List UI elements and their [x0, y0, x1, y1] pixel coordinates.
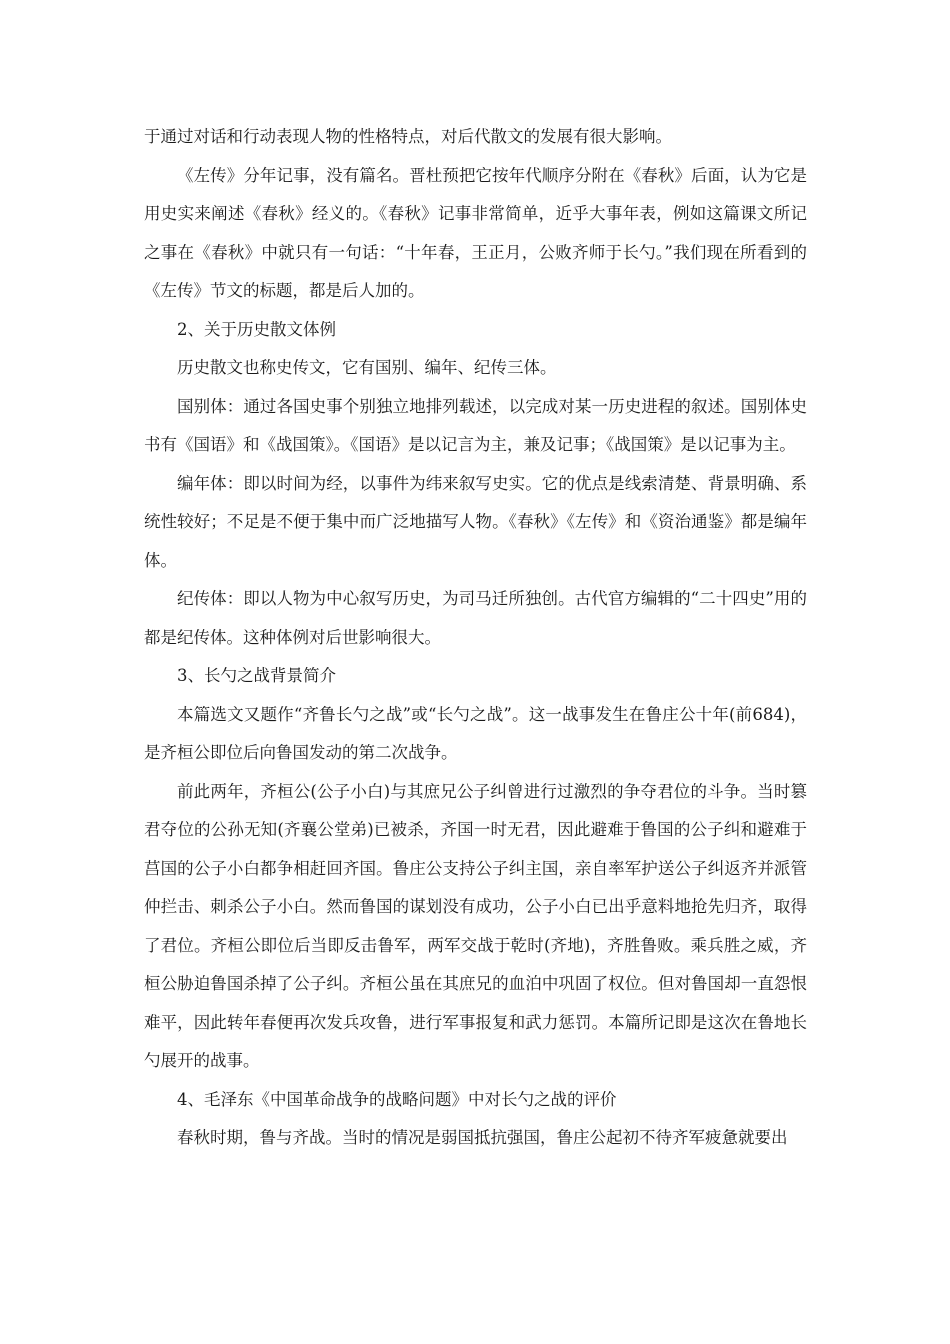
paragraph-three-styles: 历史散文也称史传文，它有国别、编年、纪传三体。: [177, 358, 557, 377]
paragraph-guobie: 国别体：通过各国史事个别独立地排列载述，以完成对某一历史进程的叙述。国别体史书有《国语》和《战国策》。《国语》是以记言为主，兼及记事；《战国策》是以记事为主。: [144, 396, 807, 454]
paragraph-biannian: 编年体：即以时间为经，以事件为纬来叙写史实。它的优点是线索清楚、背景明确、系统性较好；不足是不便于集中而广泛地描写人物。《春秋》《左传》和《资治通鉴》都是编年体。: [144, 473, 807, 570]
paragraph-battle-intro: 本篇选文又题作“齐鲁长勺之战”或“长勺之战”。这一战事发生在鲁庄公十年(前684)，是齐桓公即位后向鲁国发动的第二次战争。: [144, 704, 807, 762]
section-heading-2: 2、关于历史散文体例: [177, 319, 336, 339]
section-heading-3: 3、长勺之战背景简介: [177, 666, 336, 685]
paragraph-jizhuan: 纪传体：即以人物为中心叙写历史，为司马迁所独创。古代官方编辑的“二十四史”用的都是纪传体。这种体例对后世影响很大。: [144, 589, 807, 647]
paragraph-battle-background: 前此两年，齐桓公(公子小白)与其庶兄公子纠曾进行过激烈的争夺君位的斗争。当时篡君夺位的公孙无知(齐襄公堂弟)已被杀，齐国一时无君，因此避难于鲁国的公子纠和避难于莒国的公子小白都争相赶回齐国。鲁庄公支持公子纠主国，亲自率军护送公子纠返齐并派管仲拦击、刺杀公子小白。然而鲁国的谋划没有成功，公子小白已出乎意料地抢先归齐，取得了君位。齐桓公即位后当即反击鲁军，两军交战于乾时(齐地)，齐胜鲁败。乘兵胜之威，齐桓公胁迫鲁国杀掉了公子纠。齐桓公虽在其庶兄的血泊中巩固了权位。但对鲁国却一直怨恨难平，因此转年春便再次发兵攻鲁，进行军事报复和武力惩罚。本篇所记即是这次在鲁地长勺展开的战事。: [144, 781, 807, 1070]
paragraph-zuozhuan-intro: 《左传》分年记事，没有篇名。晋杜预把它按年代顺序分附在《春秋》后面，认为它是用史实来阐述《春秋》经义的。《春秋》记事非常简单，近乎大事年表，例如这篇课文所记之事在《春秋》中就只有一句话：“十年春，王正月，公败齐师于长勺。”我们现在所看到的《左传》节文的标题，都是后人加的。: [144, 165, 807, 300]
paragraph-mao-evaluation: 春秋时期，鲁与齐战。当时的情况是弱国抵抗强国，鲁庄公起初不待齐军疲惫就要出: [177, 1128, 788, 1147]
document-body: [144, 118, 807, 1158]
section-heading-4: 4、毛泽东《中国革命战争的战略问题》中对长勺之战的评价: [177, 1089, 617, 1109]
paragraph-continuation: 于通过对话和行动表现人物的性格特点，对后代散文的发展有很大影响。: [144, 127, 672, 146]
